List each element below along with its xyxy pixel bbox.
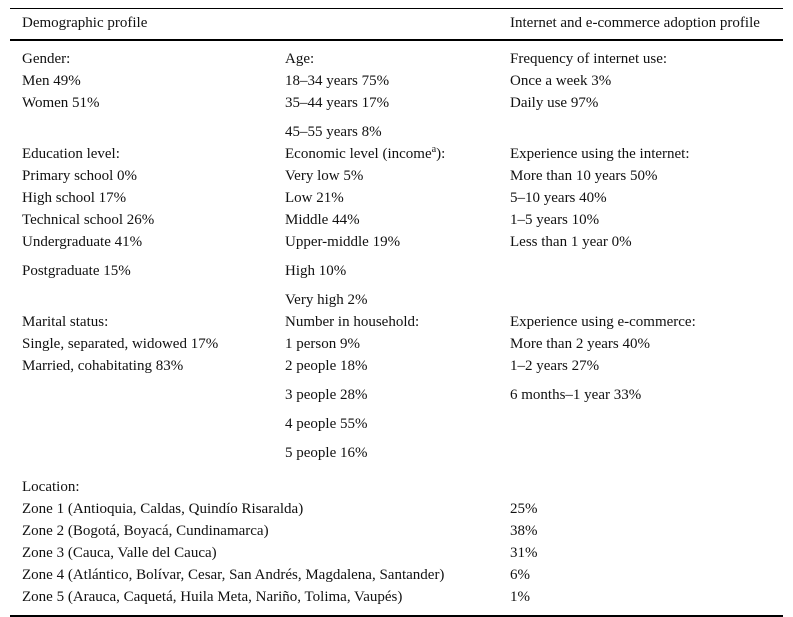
- table-cell: [22, 282, 285, 304]
- table-cell: Undergraduate 41%: [22, 234, 143, 250]
- location-section: [10, 476, 783, 608]
- zone-row: [22, 564, 783, 586]
- zone-value: 38%: [510, 523, 538, 539]
- table-cell: 18–34 years 75%: [285, 73, 390, 89]
- table-row: [22, 377, 783, 406]
- table-cell: Postgraduate 15%: [22, 263, 131, 279]
- table-cell: Very high 2%: [285, 292, 368, 308]
- table-cell: 1 person 9%: [285, 336, 360, 352]
- table-cell: [510, 406, 783, 428]
- table-cell: Gender:: [22, 51, 71, 67]
- zone-row: [22, 542, 783, 564]
- table-row: [22, 435, 783, 464]
- location-label: Location:: [22, 479, 80, 495]
- table-cell: 3 people 28%: [285, 387, 368, 403]
- table-cell: 5–10 years 40%: [510, 190, 607, 206]
- table-cell: Technical school 26%: [22, 212, 155, 228]
- table-cell: 45–55 years 8%: [285, 124, 382, 140]
- table-cell: High school 17%: [22, 190, 127, 206]
- zone-name: Zone 3 (Cauca, Valle del Cauca): [22, 545, 217, 561]
- table-cell: Single, separated, widowed 17%: [22, 336, 219, 352]
- table-cell: More than 2 years 40%: [510, 336, 650, 352]
- table-cell: Daily use 97%: [510, 95, 599, 111]
- zone-name: Zone 1 (Antioquia, Caldas, Quindío Risaralda): [22, 501, 304, 517]
- table-cell: Women 51%: [22, 95, 100, 111]
- table-cell: Men 49%: [22, 73, 81, 89]
- table-cell: Frequency of internet use:: [510, 51, 668, 67]
- header-demographic-profile: Demographic profile: [22, 15, 148, 31]
- table-cell: 35–44 years 17%: [285, 95, 390, 111]
- table-cell: 5 people 16%: [285, 445, 368, 461]
- table-cell: [22, 406, 285, 428]
- zone-value: 25%: [510, 501, 538, 517]
- table-row: [22, 187, 783, 209]
- zone-row: [22, 520, 783, 542]
- table-cell: Very low 5%: [285, 168, 364, 184]
- table-row: [22, 282, 783, 311]
- zone-name: Zone 2 (Bogotá, Boyacá, Cundinamarca): [22, 523, 269, 539]
- zone-row: [22, 586, 783, 608]
- table-row: [22, 253, 783, 282]
- table-cell: [510, 253, 783, 275]
- table-cell: [22, 435, 285, 457]
- table-row: [22, 48, 783, 70]
- table-cell: Marital status:: [22, 314, 109, 330]
- zone-value: 1%: [510, 589, 530, 605]
- table-cell: Upper-middle 19%: [285, 234, 401, 250]
- table-row: [22, 70, 783, 92]
- table-cell: 4 people 55%: [285, 416, 368, 432]
- table-cell: Number in household:: [285, 314, 420, 330]
- table-cell: 6 months–1 year 33%: [510, 387, 642, 403]
- table-row: [22, 209, 783, 231]
- table-cell: Experience using the internet:: [510, 146, 690, 162]
- zone-value: 31%: [510, 545, 538, 561]
- table-cell: Age:: [285, 51, 315, 67]
- table-cell: [510, 282, 783, 304]
- table-row: [22, 114, 783, 143]
- table-cell: Middle 44%: [285, 212, 360, 228]
- footnote-marker-a: a: [431, 144, 437, 155]
- bottom-padding: [10, 608, 783, 615]
- zone-name: Zone 4 (Atlántico, Bolívar, Cesar, San Andrés, Magdalena, Santander): [22, 567, 445, 583]
- table-header-row: [10, 9, 783, 39]
- table-cell: Married, cohabitating 83%: [22, 358, 184, 374]
- table-body: [10, 41, 783, 464]
- table-row: [22, 92, 783, 114]
- header-adoption-profile: Internet and e-commerce adoption profile: [510, 15, 760, 31]
- table-cell: Low 21%: [285, 190, 344, 206]
- table-cell: Primary school 0%: [22, 168, 137, 184]
- table-cell: Experience using e-commerce:: [510, 314, 696, 330]
- table-cell: 2 people 18%: [285, 358, 368, 374]
- economic-level-label-suffix: ):: [436, 146, 446, 162]
- table-row: [22, 311, 783, 333]
- table-row: [22, 355, 783, 377]
- table-cell: [22, 114, 285, 136]
- table-cell: Education level:: [22, 146, 120, 162]
- table-row: [22, 165, 783, 187]
- table-cell: More than 10 years 50%: [510, 168, 658, 184]
- table-row: [22, 143, 783, 165]
- location-label-row: [22, 476, 783, 498]
- table-cell: [285, 143, 510, 165]
- economic-level-label: Economic level (income: [285, 146, 432, 162]
- table-cell: 1–2 years 27%: [510, 358, 600, 374]
- zone-name: Zone 5 (Arauca, Caquetá, Huila Meta, Nariño, Tolima, Vaupés): [22, 589, 403, 605]
- table-row: [22, 333, 783, 355]
- table-cell: [510, 435, 783, 457]
- table-cell: [22, 377, 285, 399]
- profile-table: [10, 8, 783, 617]
- zone-value: 6%: [510, 567, 530, 583]
- table-row: [22, 231, 783, 253]
- zone-row: [22, 498, 783, 520]
- table-cell: High 10%: [285, 263, 347, 279]
- table-cell: Less than 1 year 0%: [510, 234, 632, 250]
- table-cell: 1–5 years 10%: [510, 212, 600, 228]
- table-row: [22, 406, 783, 435]
- table-cell: Once a week 3%: [510, 73, 612, 89]
- table-cell: [510, 114, 783, 136]
